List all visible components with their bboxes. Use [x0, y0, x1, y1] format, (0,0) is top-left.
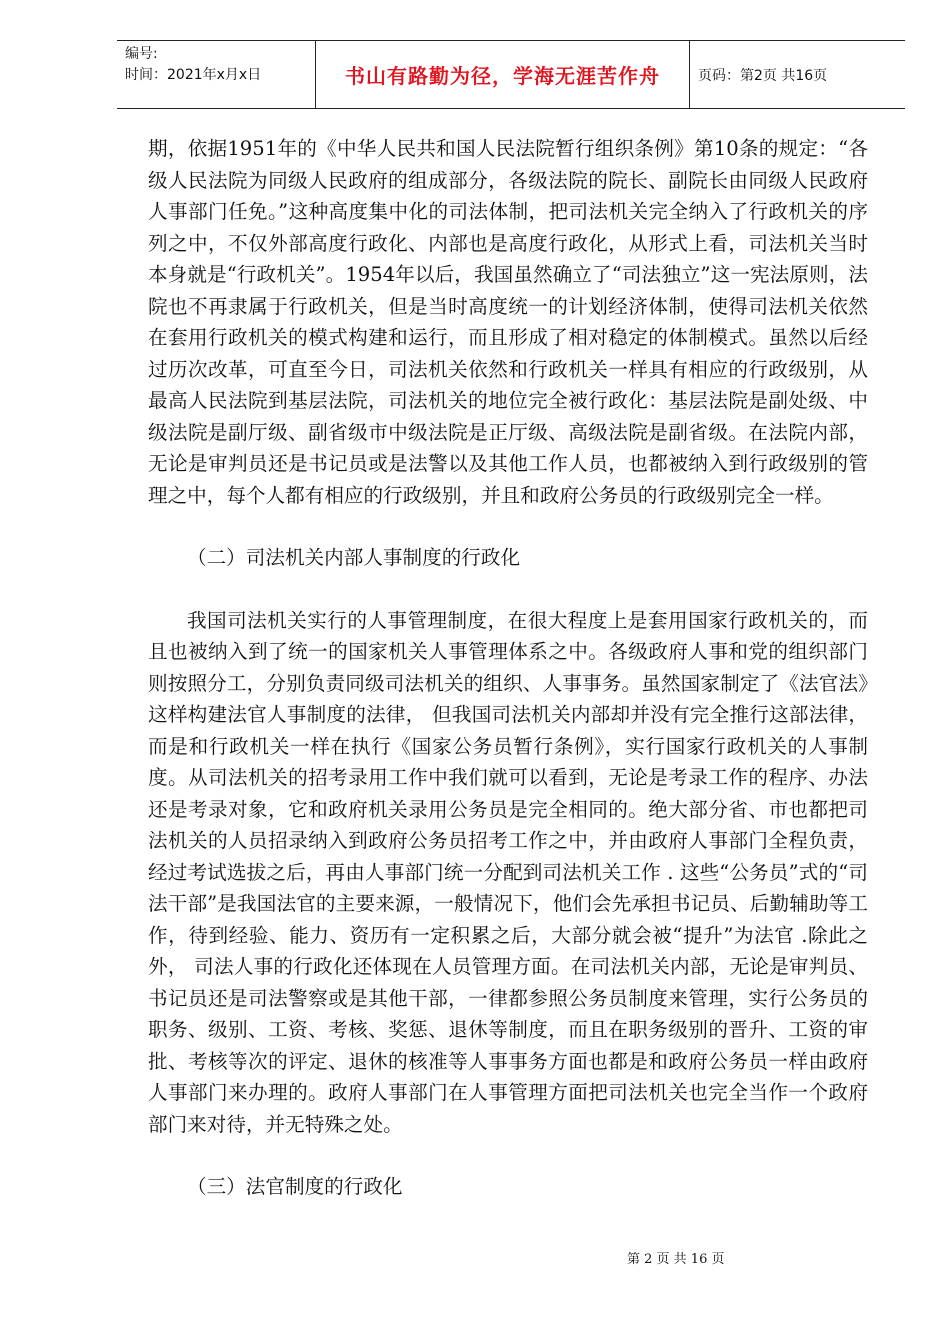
header-motto-cell [316, 41, 690, 108]
header-meta-cell [117, 41, 316, 108]
time-label: 时间：2021年x月x日 [125, 67, 262, 83]
document-body [148, 133, 868, 1203]
section-heading-3: （三）法官制度的行政化 [187, 1175, 403, 1198]
header-page-cell [690, 41, 913, 108]
page-footer: 第 2 页 共 16 页 [627, 1252, 725, 1267]
paragraph-1: 期，依据1951年的《中华人民共和国人民法院暂行组织条例》第10条的规定：“各级人民法院为同级人民政府的组成部分，各级法院的院长、副院长由同级人民政府人事部门任免。”这种高度集中化的司法体制，把司法机关完全纳入了行政机关的序列之中，不仅外部高度行政化、内部也是高度行政化，从形式上看，司法机关当时本身就是“行政机关”。1954年以后，我国虽然确立了“司法独立”这一宪法原则，法院也不再隶属于行政机关，但是当时高度统一的计划经济体制，使得司法机关依然在套用行政机关的模式构建和运行，而且形成了相对稳定的体制模式。虽然以后经过历次改革，可直至今日，司法机关依然和行政机关一样具有相应的行政级别，从最高人民法院到基层法院，司法机关的地位完全被行政化：基层法院是副处级、中级法院是副厅级、副省级市中级法院是正厅级、高级法院是副省级。在法院内部，无论是审判员还是书记员或是法警以及其他工作人员，也都被纳入到行政级别的管理之中，每个人都有相应的行政级别，并且和政府公务员的行政级别完全一样。 [148, 137, 868, 507]
section-heading-2: （二）司法机关内部人事制度的行政化 [187, 546, 521, 569]
serial-label: 编号: [125, 46, 158, 62]
page-header [117, 40, 905, 109]
motto-text: 书山有路勤为径，学海无涯苦作舟 [345, 64, 660, 88]
paragraph-2: 我国司法机关实行的人事管理制度，在很大程度上是套用国家行政机关的，而且也被纳入到了统一的国家机关人事管理体系之中。各级政府人事和党的组织部门则按照分工，分别负责同级司法机关的组织、人事事务。虽然国家制定了《法官法》这样构建法官人事制度的法律， 但我国司法机关内部却并没有完全推行这部法律，而是和行政机关一样在执行《国家公务员暂行条例》，实行国家行政机关的人事制度。从司法机关的招考录用工作中我们就可以看到，无论是考录工作的程序、办法还是考录对象，它和政府机关录用公务员是完全相同的。绝大部分省、市也都把司法机关的人员招录纳入到政府公务员招考工作之中，并由政府人事部门全程负责，经过考试选拔之后，再由人事部门统一分配到司法机关工作 . 这些“公务员”式的“司法干部”是我国法官的主要来源，一般情况下，他们会先承担书记员、后勤辅助等工作，待到经验、能力、资历有一定积累之后，大部分就会被“提升”为法官 .除此之外， 司法人事的行政化还体现在人员管理方面。在司法机关内部，无论是审判员、书记员还是司法警察或是其他干部，一律都参照公务员制度来管理，实行公务员的职务、级别、工资、考核、奖惩、退休等制度，而且在职务级别的晋升、工资的审批、考核等次的评定、退休的核准等人事事务方面也都是和政府公务员一样由政府人事部门来办理的。政府人事部门在人事管理方面把司法机关也完全当作一个政府部门来对待，并无特殊之处。 [148, 608, 868, 1136]
page-number-label: 页码：第2页 共16页 [698, 67, 828, 84]
